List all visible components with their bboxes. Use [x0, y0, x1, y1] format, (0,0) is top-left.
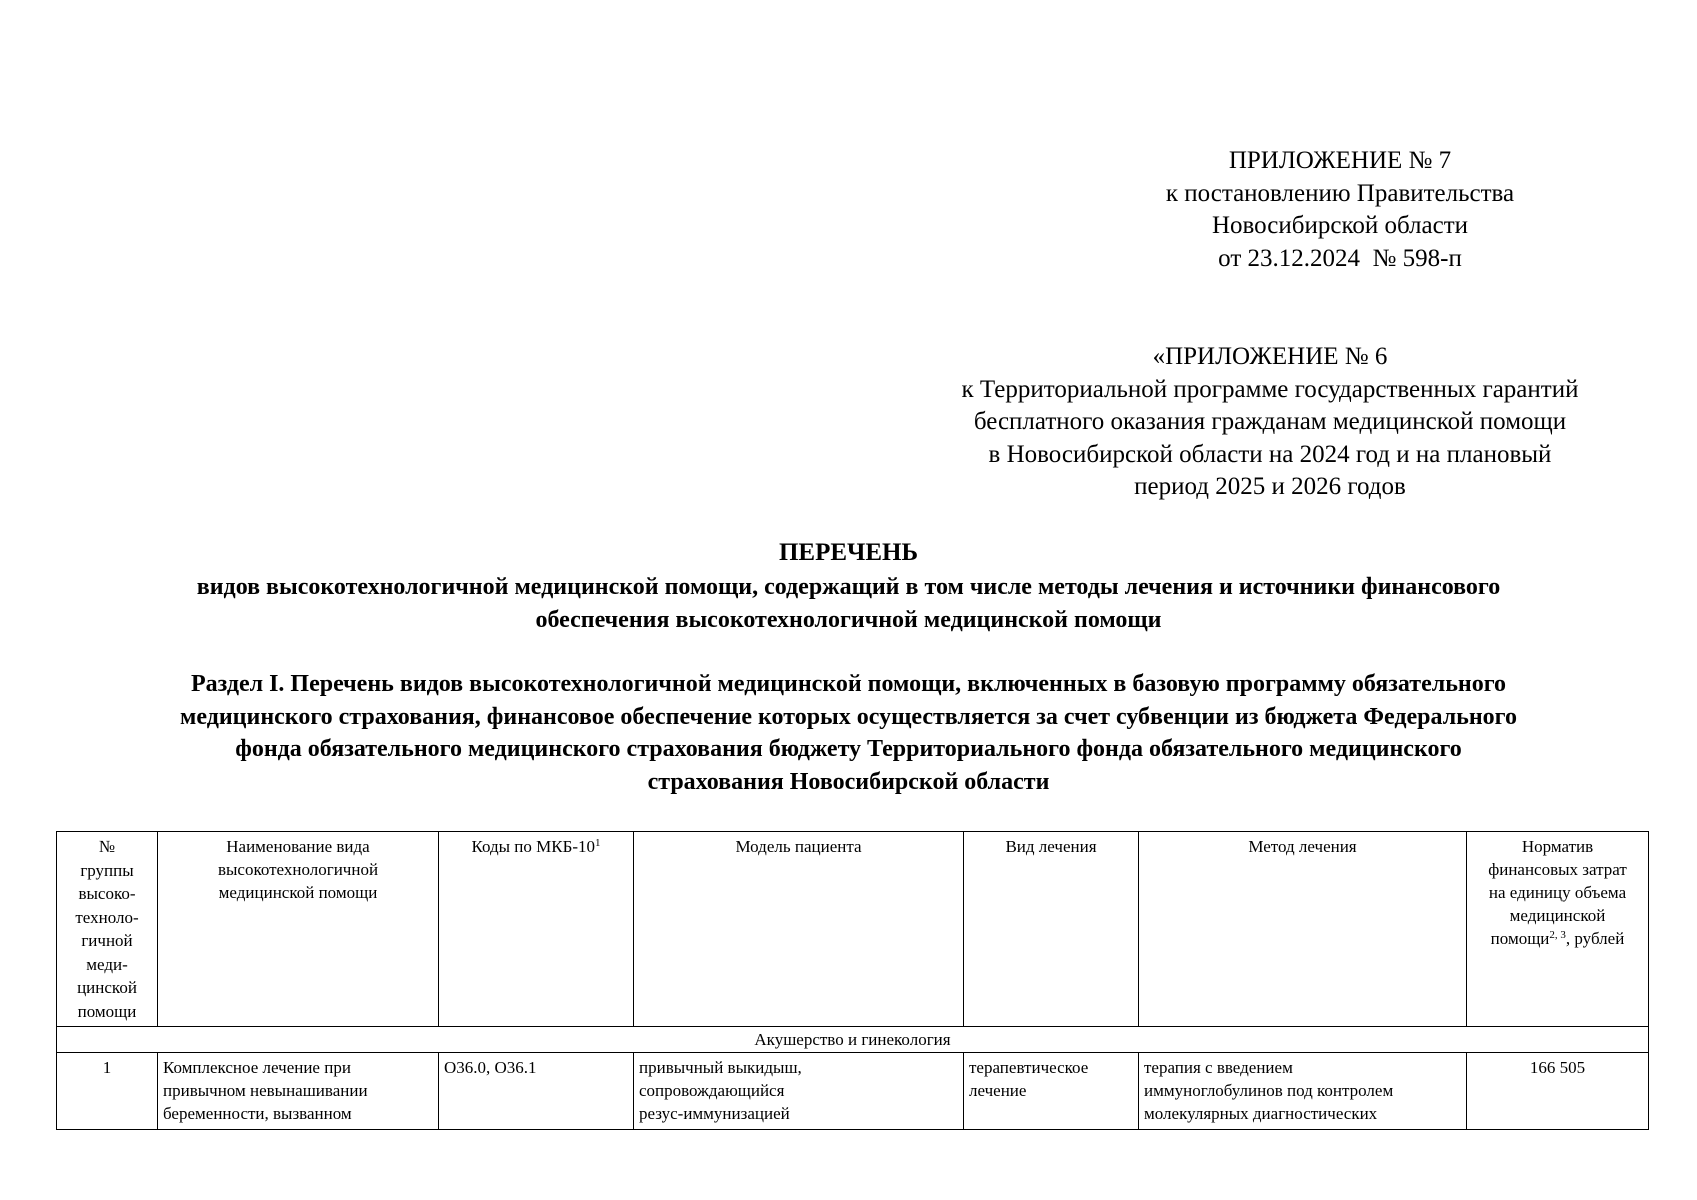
cell-text: беременности, вызванном: [163, 1104, 352, 1123]
section-title-line: фонда обязательного медицинского страхования бюджету Территориального фонда обязательного медицинского: [235, 736, 1462, 762]
header-treatment-type: [964, 832, 1139, 1027]
cell-treatment-type: [964, 1053, 1139, 1130]
cell-text: привычный выкидыш,: [639, 1058, 802, 1077]
cell-care-name: [158, 1053, 439, 1130]
hitech-care-table: [56, 831, 1649, 1130]
cell-text: Комплексное лечение при: [163, 1058, 351, 1077]
appendix-6-line: к Территориальной программе государственных гарантий: [961, 375, 1579, 403]
appendix-7-block: [1080, 145, 1600, 275]
header-text: Вид лечения: [1005, 837, 1097, 856]
footnote-ref: 2, 3: [1549, 929, 1566, 941]
appendix-7-line: ПРИЛОЖЕНИЕ № 7: [1228, 147, 1452, 174]
header-text: Норматив: [1521, 837, 1594, 856]
header-text: высоко-: [78, 884, 136, 903]
cell-text: 166 505: [1529, 1058, 1586, 1077]
header-text: Модель пациента: [735, 837, 862, 856]
table-header-row: [57, 832, 1649, 1027]
cell-patient-model: [634, 1053, 964, 1130]
cell-text: терапия с введением: [1144, 1058, 1293, 1077]
header-text: №: [98, 837, 116, 856]
appendix-7-line: Новосибирской области: [1211, 212, 1469, 239]
header-text: Коды по МКБ-10: [471, 837, 596, 856]
header-text: медицинской помощи: [218, 883, 378, 902]
header-text: финансовых затрат: [1488, 860, 1627, 879]
document-subtitle: [40, 571, 1657, 636]
header-text: медицинской: [1509, 906, 1606, 925]
appendix-6-line: «ПРИЛОЖЕНИЕ № 6: [1152, 343, 1388, 370]
section-title-line: медицинского страхования, финансовое обеспечение которых осуществляется за счет субвенции из бюджета Федерального: [180, 703, 1517, 730]
header-text: помощи: [77, 1001, 137, 1021]
table-row: [57, 1053, 1649, 1130]
subtitle-line: обеспечения высокотехнологичной медицинской помощи: [535, 606, 1162, 633]
appendix-6-line: бесплатного оказания гражданам медицинской помощи: [973, 408, 1567, 435]
header-patient-model: [634, 832, 964, 1027]
cell-text: иммуноглобулинов под контролем: [1144, 1081, 1394, 1100]
header-text: высокотехнологичной: [217, 860, 379, 879]
appendix-6-line: период 2025 и 2026 годов: [1134, 473, 1406, 500]
header-icd-codes: [439, 832, 634, 1027]
header-treatment-method: [1139, 832, 1467, 1027]
header-group-no: [57, 832, 158, 1027]
cell-text: привычном невынашивании: [163, 1081, 368, 1100]
appendix-7-line: от 23.12.2024 № 598-п: [1218, 244, 1462, 272]
cell-text: O36.0, O36.1: [444, 1058, 537, 1077]
header-text: [1472, 927, 1643, 950]
footnote-ref: 1: [595, 837, 601, 849]
header-text: Метод лечения: [1248, 837, 1357, 856]
subtitle-line: видов высокотехнологичной медицинской помощи, содержащий в том числе методы лечения и источники финансового: [196, 574, 1501, 600]
appendix-7-line: к постановлению Правительства: [1165, 179, 1515, 207]
cell-text: молекулярных диагностических: [1144, 1104, 1378, 1123]
header-text: цинской: [77, 978, 137, 997]
cell-text: лечение: [969, 1081, 1027, 1100]
header-text: , рублей: [1565, 929, 1625, 948]
section-title-line: Раздел I. Перечень видов высокотехнологичной медицинской помощи, включенных в базовую программу обязательного: [190, 671, 1507, 697]
appendix-6-block: [880, 341, 1660, 504]
cell-text: терапевтическое: [969, 1058, 1089, 1077]
appendix-6-line: в Новосибирской области на 2024 год и на плановый: [988, 440, 1552, 468]
category-cell: Акушерство и гинекология: [57, 1027, 1649, 1053]
header-text: помощи: [1490, 929, 1550, 948]
header-text: Наименование вида: [226, 837, 370, 856]
header-text: гичной: [81, 931, 133, 950]
cell-treatment-method: [1139, 1053, 1467, 1130]
section-title: [40, 668, 1657, 798]
header-care-name: [158, 832, 439, 1027]
header-cost-norm: [1467, 832, 1649, 1027]
cell-cost-norm: [1467, 1053, 1649, 1130]
header-text: группы: [80, 860, 134, 880]
category-row: [57, 1027, 1649, 1053]
section-title-line: страхования Новосибирской области: [647, 768, 1050, 795]
cell-text: 1: [102, 1058, 112, 1077]
cell-icd-codes: [439, 1053, 634, 1130]
cell-group-no: [57, 1053, 158, 1130]
cell-text: сопровождающийся: [639, 1081, 785, 1100]
header-text: техноло-: [75, 907, 139, 927]
document-title: ПЕРЕЧЕНЬ: [778, 539, 919, 566]
cell-text: резус-иммунизацией: [639, 1104, 790, 1123]
header-text: меди-: [86, 954, 128, 974]
header-text: на единицу объема: [1488, 883, 1627, 902]
